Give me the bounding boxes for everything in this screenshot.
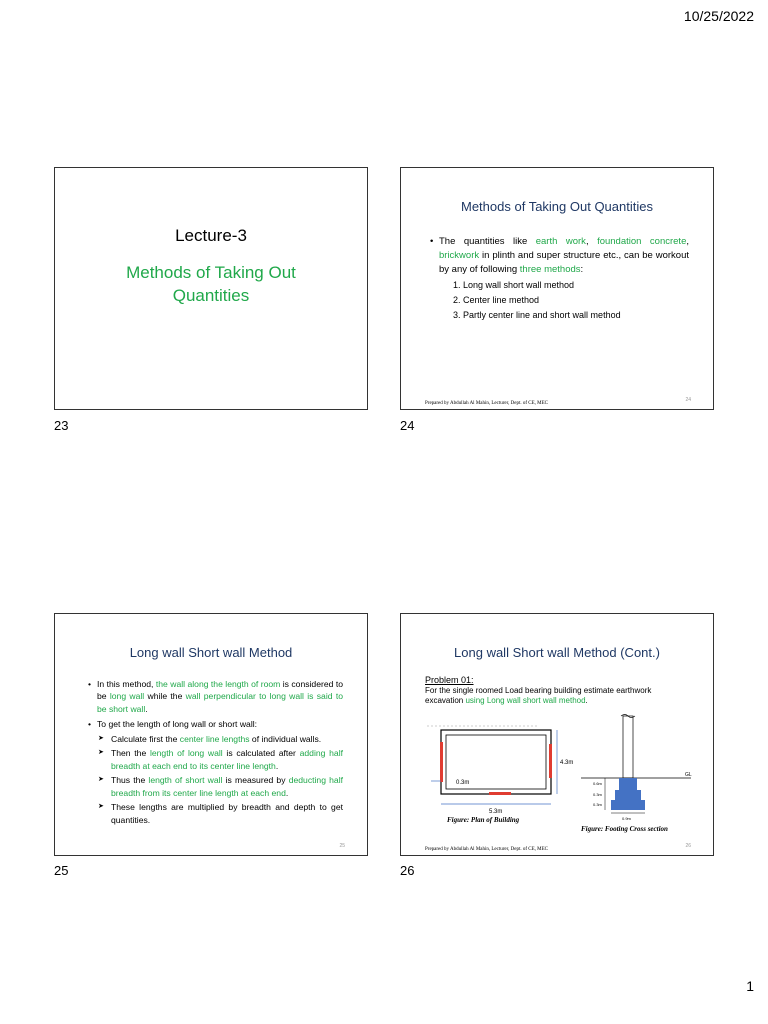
plan-opening-right: [549, 744, 552, 778]
slide-number-26: 26: [400, 863, 415, 878]
slide-25: [54, 613, 368, 856]
step-label: 0.3m: [593, 792, 602, 797]
footing-step-2: [615, 790, 641, 800]
slide-25-bullet-1: • In this method, the wall along the length of room is considered to be long wall while the wall perpendicular to long wall is said to be short wall.: [97, 678, 343, 715]
section-caption: Figure: Footing Cross section: [581, 825, 668, 833]
slide-23-title: Methods of Taking Out Quantities: [126, 263, 296, 305]
method-item: 1. Long wall short wall method: [463, 279, 689, 292]
step-label: 0.3m: [593, 802, 602, 807]
lecture-label: Lecture-3: [175, 226, 247, 245]
gl-label: GL: [685, 772, 692, 778]
slide-24: [400, 167, 714, 410]
page-number: 1: [746, 978, 754, 994]
problem-label: Problem 01:: [425, 675, 474, 685]
slide-26-title: Long wall Short wall Method (Cont.): [454, 645, 660, 660]
slide-25-title: Long wall Short wall Method: [129, 645, 293, 660]
slide-25-page-mark: 25: [339, 843, 345, 849]
base-label: 0.9m: [622, 816, 631, 821]
footing-diagram: [581, 712, 711, 830]
sub-bullet: ➤ Then the length of long wall is calculated after adding half breadth at each end to its center line length.: [111, 747, 343, 772]
slide-25-bullet-2: • To get the length of long wall or short wall: ➤ Calculate first the center line lengths of individual walls. ➤ Then the length of long wall is calculated after adding half breadth at each end to its center line length. ➤ Thus the length of short wall is measured by deducting half breadth from its center line length at each end. ➤ These lengths are multiplied by breadth and depth to get quantities.: [97, 718, 343, 826]
slide-26-page-mark: 26: [685, 843, 691, 849]
methods-list: [429, 279, 689, 322]
dim-length-label: 5.3m: [489, 809, 503, 815]
dim-height-label: 4.3m: [560, 760, 574, 766]
slide-number-25: 25: [54, 863, 69, 878]
wall-stem: [623, 716, 633, 778]
slide-23: [54, 167, 368, 410]
footing-step-1: [619, 778, 637, 790]
slide-24-bullet: • The quantities like earth work, foundation concrete, brickwork in plinth and super structure etc., can be workout by any of following three methods:: [439, 235, 689, 276]
slide-26: [400, 613, 714, 856]
slide-24-title: Methods of Taking Out Quantities: [461, 199, 653, 214]
sub-bullet: ➤ Calculate first the center line lengths of individual walls.: [111, 733, 343, 745]
slide-number-24: 24: [400, 418, 415, 433]
slide-number-23: 23: [54, 418, 69, 433]
sub-bullet: ➤ Thus the length of short wall is measured by deducting half breadth from its center line length at each end.: [111, 774, 343, 799]
sub-bullet: ➤ These lengths are multiplied by breadth and depth to get quantities.: [111, 801, 343, 826]
plan-caption: Figure: Plan of Building: [447, 816, 520, 824]
method-item: 3. Partly center line and short wall method: [463, 309, 689, 322]
slide-24-footer: Prepared by Abdullah Al Mahin, Lecturer, Dept. of CE, MEC: [425, 401, 548, 406]
step-label: 0.6m: [593, 781, 602, 786]
slide-24-page-mark: 24: [685, 397, 691, 403]
footing-step-3: [611, 800, 645, 810]
method-item: 2. Center line method: [463, 294, 689, 307]
plan-opening-left: [440, 742, 443, 782]
print-date: 10/25/2022: [683, 8, 754, 24]
dim-wall-label: 0.3m: [456, 780, 470, 786]
plan-opening-bottom: [489, 792, 511, 795]
slide-24-body: [429, 235, 689, 324]
problem-statement: For the single roomed Load bearing building estimate earthwork excavation using Long wall short wall method.: [425, 686, 652, 706]
slide-25-body: [87, 678, 343, 829]
slide-26-footer: Prepared by Abdullah Al Mahin, Lecturer, Dept. of CE, MEC: [425, 847, 548, 852]
